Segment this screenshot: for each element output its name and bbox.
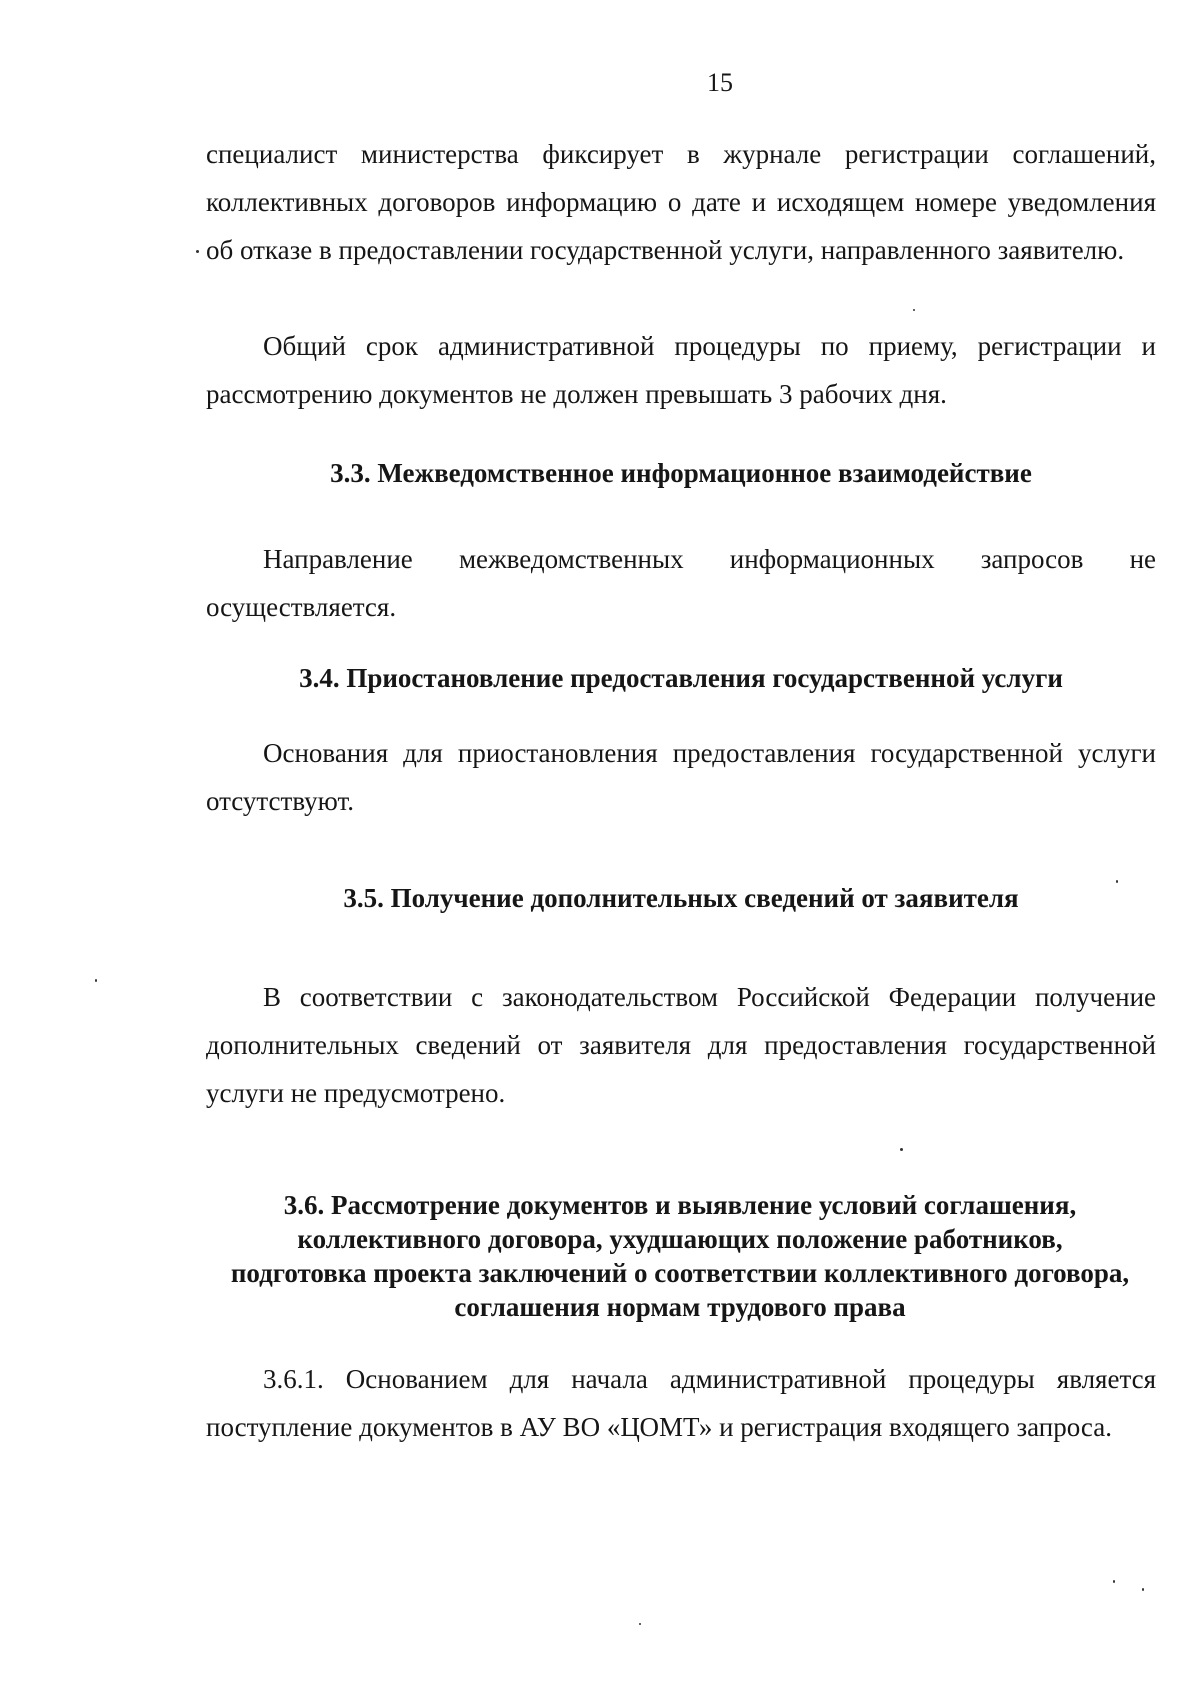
heading-3-5: 3.5. Получение дополнительных сведений от заявителя — [343, 883, 1019, 913]
scan-speck — [913, 309, 915, 311]
paragraph-3-6-1: 3.6.1. Основанием для начала административной процедуры является поступление документов в АУ ВО «ЦОМТ» и регистрация входящего запроса. — [206, 1364, 1156, 1442]
paragraph-interagency-requests: Направление межведомственных информационных запросов не осуществляется. — [206, 544, 1156, 622]
paragraph-procedure-term: Общий срок административной процедуры по приему, регистрации и рассмотрению документов не должен превышать 3 рабочих дня. — [206, 331, 1156, 409]
paragraph-additional-info: В соответствии с законодательством Российской Федерации получение дополнительных сведений от заявителя для предоставления государственной услуги не предусмотрено. — [206, 982, 1156, 1108]
scan-speck — [196, 250, 199, 253]
page-number: 15 — [707, 68, 733, 97]
scan-speck — [1116, 880, 1118, 883]
heading-3-3: 3.3. Межведомственное информационное взаимодействие — [330, 458, 1032, 488]
paragraph-journal-registration: специалист министерства фиксирует в журнале регистрации соглашений, коллективных договоров информацию о дате и исходящем номере уведомления об отказе в предоставлении государственной услуги, направленного заявителю. — [206, 139, 1156, 265]
scan-speck — [900, 1148, 903, 1151]
paragraph-suspension-grounds: Основания для приостановления предоставления государственной услуги отсутствуют. — [206, 738, 1156, 816]
scan-speck — [1142, 1588, 1144, 1591]
scan-speck — [95, 979, 97, 982]
scan-speck — [639, 1623, 641, 1625]
heading-3-4: 3.4. Приостановление предоставления государственной услуги — [299, 663, 1063, 693]
scan-speck — [1113, 1580, 1115, 1583]
heading-3-6: 3.6. Рассмотрение документов и выявление условий соглашения, коллективного договора, ухудшающих положение работников, подготовка проекта заключений о соответствии коллективного договора, соглашения нормам трудового права — [230, 1190, 1130, 1322]
